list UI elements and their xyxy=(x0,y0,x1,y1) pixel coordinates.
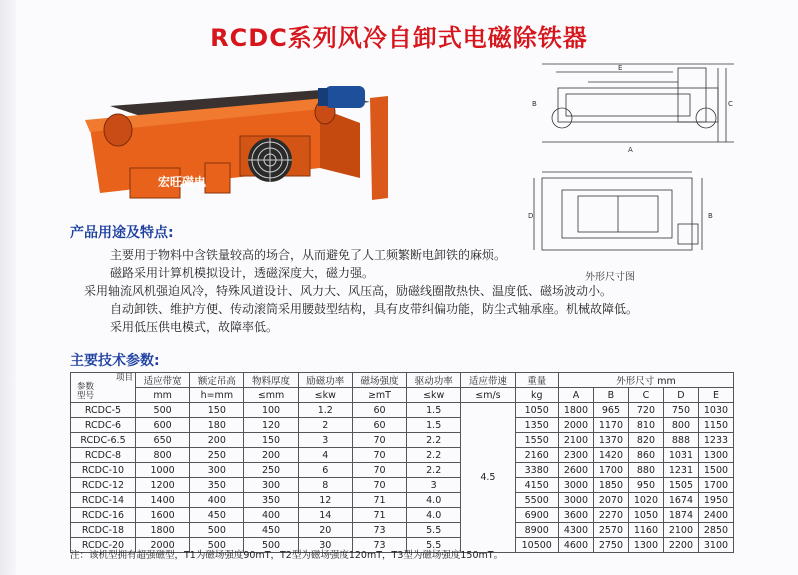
value-cell: 1600 xyxy=(136,508,190,523)
value-cell: 1000 xyxy=(136,463,190,478)
value-cell: 20 xyxy=(298,523,352,538)
column-header: 适应带速 xyxy=(461,373,515,388)
dimension-group-header: 外形尺寸 mm xyxy=(558,373,733,388)
outline-diagram-side xyxy=(528,58,746,160)
column-unit: h=mm xyxy=(190,388,244,403)
value-cell: 150 xyxy=(190,403,244,418)
weight-cell: 2160 xyxy=(515,448,558,463)
page-title: RCDC系列风冷自卸式电磁除铁器 xyxy=(210,24,588,52)
value-cell: 4.0 xyxy=(407,493,461,508)
value-cell: 3 xyxy=(407,478,461,493)
value-cell: 1.5 xyxy=(407,418,461,433)
value-cell: 500 xyxy=(136,403,190,418)
dim-label-d: D xyxy=(528,212,534,220)
dimension-cell: 1950 xyxy=(698,493,733,508)
column-unit: ≤kw xyxy=(298,388,352,403)
belt-speed-cell: 4.5 xyxy=(461,403,515,553)
value-cell: 200 xyxy=(190,433,244,448)
value-cell: 2 xyxy=(298,418,352,433)
model-cell: RCDC-18 xyxy=(71,523,136,538)
dimension-cell: 2000 xyxy=(558,418,593,433)
value-cell: 1400 xyxy=(136,493,190,508)
dimension-cell: 1370 xyxy=(593,433,628,448)
dimension-cell: 2400 xyxy=(698,508,733,523)
specs-table xyxy=(70,372,734,553)
dimension-column-header: A xyxy=(558,388,593,403)
weight-cell: 1350 xyxy=(515,418,558,433)
value-cell: 450 xyxy=(190,508,244,523)
dimension-cell: 3000 xyxy=(558,493,593,508)
value-cell: 300 xyxy=(244,478,298,493)
value-cell: 180 xyxy=(190,418,244,433)
dimension-column-header: E xyxy=(698,388,733,403)
column-header: 磁场强度 xyxy=(352,373,406,388)
dimension-cell: 1030 xyxy=(698,403,733,418)
weight-cell: 1550 xyxy=(515,433,558,448)
dimension-cell: 1031 xyxy=(663,448,698,463)
value-cell: 650 xyxy=(136,433,190,448)
dimension-cell: 1850 xyxy=(593,478,628,493)
weight-cell: 5500 xyxy=(515,493,558,508)
column-header: 适应带宽 xyxy=(136,373,190,388)
dimension-cell: 2200 xyxy=(663,538,698,553)
value-cell: 70 xyxy=(352,463,406,478)
table-header-row xyxy=(71,373,734,388)
dimension-cell: 810 xyxy=(628,418,663,433)
model-cell: RCDC-5 xyxy=(71,403,136,418)
column-unit: ≤mm xyxy=(244,388,298,403)
value-cell: 1200 xyxy=(136,478,190,493)
weight-cell: 10500 xyxy=(515,538,558,553)
value-cell: 70 xyxy=(352,448,406,463)
features-heading: 产品用途及特点: xyxy=(70,225,174,241)
dimension-cell: 965 xyxy=(593,403,628,418)
value-cell: 100 xyxy=(244,403,298,418)
dimension-cell: 4600 xyxy=(558,538,593,553)
corner-label-model: 型号 xyxy=(77,391,95,401)
model-cell: RCDC-8 xyxy=(71,448,136,463)
dimension-cell: 2600 xyxy=(558,463,593,478)
dimension-cell: 820 xyxy=(628,433,663,448)
value-cell: 60 xyxy=(352,403,406,418)
value-cell: 150 xyxy=(244,433,298,448)
value-cell: 600 xyxy=(136,418,190,433)
value-cell: 200 xyxy=(244,448,298,463)
dimension-cell: 1505 xyxy=(663,478,698,493)
footnote: 注：该机型拥有超强磁型，T1为磁场强度90mT，T2型为磁场强度120mT，T3型为磁场强度150mT。 xyxy=(70,550,504,561)
table-row xyxy=(71,493,734,508)
weight-cell: 4150 xyxy=(515,478,558,493)
value-cell: 1800 xyxy=(136,523,190,538)
column-unit: ≤kw xyxy=(407,388,461,403)
dimension-cell: 880 xyxy=(628,463,663,478)
value-cell: 4.0 xyxy=(407,508,461,523)
dim-label-b: B xyxy=(708,212,713,220)
value-cell: 450 xyxy=(244,523,298,538)
corner-label-item: 项目 xyxy=(115,373,133,383)
specs-heading: 主要技术参数: xyxy=(70,353,160,369)
dimension-cell: 2070 xyxy=(593,493,628,508)
value-cell: 2.2 xyxy=(407,433,461,448)
model-cell: RCDC-6 xyxy=(71,418,136,433)
dimension-cell: 2100 xyxy=(558,433,593,448)
value-cell: 120 xyxy=(244,418,298,433)
dimension-cell: 860 xyxy=(628,448,663,463)
dimension-cell: 1231 xyxy=(663,463,698,478)
dimension-column-header: D xyxy=(663,388,698,403)
dimension-cell: 1020 xyxy=(628,493,663,508)
dim-label-b-top: B xyxy=(532,100,537,108)
dimension-cell: 1050 xyxy=(628,508,663,523)
value-cell: 6 xyxy=(298,463,352,478)
feature-line: 主要用于物料中含铁量较高的场合，从而避免了人工频繁断电卸铁的麻烦。 xyxy=(110,248,507,262)
value-cell: 500 xyxy=(244,538,298,553)
dim-label-a: A xyxy=(628,146,633,154)
dimension-cell: 1170 xyxy=(593,418,628,433)
value-cell: 500 xyxy=(190,523,244,538)
value-cell: 8 xyxy=(298,478,352,493)
dimension-cell: 2750 xyxy=(593,538,628,553)
dimension-cell: 1300 xyxy=(698,448,733,463)
dimension-cell: 1674 xyxy=(663,493,698,508)
model-cell: RCDC-12 xyxy=(71,478,136,493)
dimension-cell: 3100 xyxy=(698,538,733,553)
dimension-cell: 2850 xyxy=(698,523,733,538)
value-cell: 30 xyxy=(298,538,352,553)
table-row xyxy=(71,433,734,448)
value-cell: 70 xyxy=(352,433,406,448)
diagram-caption: 外形尺寸图 xyxy=(585,272,635,283)
dimension-cell: 950 xyxy=(628,478,663,493)
weight-cell: 8900 xyxy=(515,523,558,538)
value-cell: 1.2 xyxy=(298,403,352,418)
value-cell: 300 xyxy=(190,463,244,478)
dimension-cell: 3000 xyxy=(558,478,593,493)
table-row xyxy=(71,418,734,433)
column-unit: ≥mT xyxy=(352,388,406,403)
feature-line: 采用低压供电模式，故障率低。 xyxy=(110,320,279,334)
value-cell: 71 xyxy=(352,493,406,508)
dimension-cell: 1160 xyxy=(628,523,663,538)
table-row xyxy=(71,448,734,463)
value-cell: 2.2 xyxy=(407,448,461,463)
value-cell: 73 xyxy=(352,538,406,553)
dimension-cell: 1874 xyxy=(663,508,698,523)
dimension-cell: 1700 xyxy=(698,478,733,493)
model-cell: RCDC-16 xyxy=(71,508,136,523)
model-cell: RCDC-6.5 xyxy=(71,433,136,448)
page-binding-strip xyxy=(0,0,16,575)
feature-line: 采用轴流风机强迫风冷，特殊风道设计、风力大、风压高，励磁线圈散热快、温度低、磁场波动小。 xyxy=(84,284,613,298)
dimension-cell: 2100 xyxy=(663,523,698,538)
dimension-cell: 1150 xyxy=(698,418,733,433)
product-photo xyxy=(70,68,400,208)
value-cell: 73 xyxy=(352,523,406,538)
dimension-cell: 1800 xyxy=(558,403,593,418)
value-cell: 70 xyxy=(352,478,406,493)
table-row xyxy=(71,478,734,493)
value-cell: 250 xyxy=(244,463,298,478)
value-cell: 14 xyxy=(298,508,352,523)
dimension-column-header: C xyxy=(628,388,663,403)
specs-table-wrap xyxy=(70,372,734,553)
weight-cell: 3380 xyxy=(515,463,558,478)
column-header: 物料厚度 xyxy=(244,373,298,388)
feature-line: 自动卸铁、维护方便、传动滚筒采用腰鼓型结构，具有皮带纠偏功能，防尘式轴承座。机械故障低。 xyxy=(110,302,639,316)
dimension-cell: 1233 xyxy=(698,433,733,448)
dim-label-e: E xyxy=(618,64,623,72)
dimension-cell: 888 xyxy=(663,433,698,448)
value-cell: 350 xyxy=(244,493,298,508)
dimension-cell: 1700 xyxy=(593,463,628,478)
value-cell: 71 xyxy=(352,508,406,523)
dimension-cell: 3600 xyxy=(558,508,593,523)
column-header: 重量 xyxy=(515,373,558,388)
dimension-cell: 800 xyxy=(663,418,698,433)
brand-text: 宏旺磁电 xyxy=(158,175,207,189)
dimension-cell: 750 xyxy=(663,403,698,418)
feature-line: 磁路采用计算机模拟设计，透磁深度大，磁力强。 xyxy=(110,266,375,280)
dimension-cell: 720 xyxy=(628,403,663,418)
table-corner-cell xyxy=(71,373,136,403)
value-cell: 1.5 xyxy=(407,403,461,418)
table-subheader-row xyxy=(71,388,734,403)
dimension-cell: 1300 xyxy=(628,538,663,553)
column-unit: ≤m/s xyxy=(461,388,515,403)
value-cell: 400 xyxy=(190,493,244,508)
value-cell: 3 xyxy=(298,433,352,448)
value-cell: 5.5 xyxy=(407,523,461,538)
drive-motor xyxy=(325,86,365,108)
table-row xyxy=(71,463,734,478)
weight-cell: 6900 xyxy=(515,508,558,523)
value-cell: 500 xyxy=(190,538,244,553)
corner-label-param: 参数 xyxy=(77,382,95,392)
value-cell: 60 xyxy=(352,418,406,433)
dimension-cell: 1420 xyxy=(593,448,628,463)
table-row xyxy=(71,508,734,523)
column-header: 励磁功率 xyxy=(298,373,352,388)
dimension-cell: 4300 xyxy=(558,523,593,538)
value-cell: 4 xyxy=(298,448,352,463)
dim-label-c: C xyxy=(728,100,733,108)
column-unit: kg xyxy=(515,388,558,403)
value-cell: 800 xyxy=(136,448,190,463)
weight-cell: 1050 xyxy=(515,403,558,418)
model-cell: RCDC-10 xyxy=(71,463,136,478)
dimension-column-header: B xyxy=(593,388,628,403)
value-cell: 2000 xyxy=(136,538,190,553)
table-row xyxy=(71,523,734,538)
value-cell: 350 xyxy=(190,478,244,493)
model-cell: RCDC-20 xyxy=(71,538,136,553)
dimension-cell: 1500 xyxy=(698,463,733,478)
column-header: 额定吊高 xyxy=(190,373,244,388)
dimension-cell: 2570 xyxy=(593,523,628,538)
column-unit: mm xyxy=(136,388,190,403)
features-list xyxy=(70,246,639,336)
value-cell: 12 xyxy=(298,493,352,508)
table-row xyxy=(71,403,734,418)
value-cell: 250 xyxy=(190,448,244,463)
value-cell: 400 xyxy=(244,508,298,523)
column-header: 驱动功率 xyxy=(407,373,461,388)
value-cell: 2.2 xyxy=(407,463,461,478)
dimension-cell: 2270 xyxy=(593,508,628,523)
model-cell: RCDC-14 xyxy=(71,493,136,508)
value-cell: 5.5 xyxy=(407,538,461,553)
dimension-cell: 2300 xyxy=(558,448,593,463)
